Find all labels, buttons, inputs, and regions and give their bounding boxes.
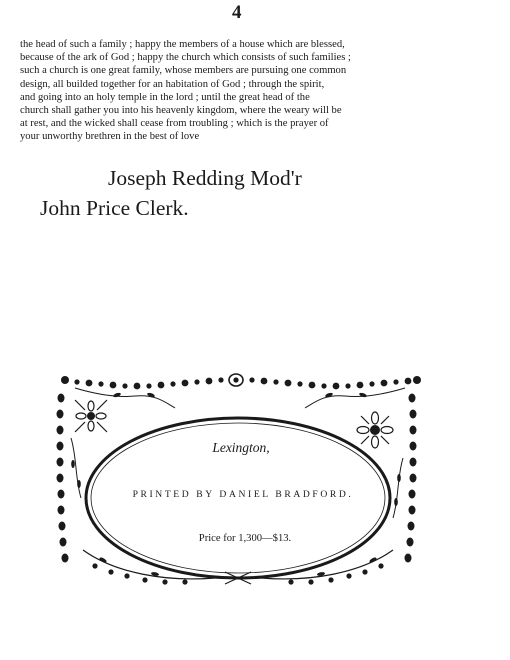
imprint-printer: PRINTED BY DANIEL BRADFORD. — [132, 489, 354, 500]
decorative-border-ornament — [55, 368, 425, 588]
page-number: 4 — [232, 2, 242, 23]
moderator-signature: Joseph Redding Mod'r — [108, 166, 302, 190]
imprint-price: Price for 1,300—$13. — [198, 533, 292, 544]
body-line: such a church is one great family, whose members are pursuing one common — [20, 65, 347, 77]
imprint-place: Lexington, — [212, 440, 270, 455]
body-line: at rest, and the wicked shall cease from troubling ; which is the prayer of — [20, 118, 329, 130]
bead-chain-top — [61, 376, 421, 389]
berry-ornaments — [92, 556, 383, 584]
body-line: church shall gather you into his heavenly kingdom, where the weary will be — [20, 105, 342, 117]
body-line: your unworthy brethren in the best of love — [20, 131, 200, 143]
body-line: because of the ark of God ; happy the church which consists of such families ; — [20, 52, 351, 64]
bead-column-left — [57, 394, 69, 563]
body-paragraph — [20, 38, 458, 144]
body-line: and going into an holy temple in the lord ; until the great head of the — [20, 91, 310, 103]
flower-icon-left — [75, 400, 107, 432]
clerk-signature: John Price Clerk. — [40, 196, 189, 220]
bead-column-right — [405, 394, 417, 563]
flower-icon-right — [357, 412, 393, 448]
body-line: design, all builded together for an habitation of God ; through the spirit, — [20, 78, 325, 90]
body-line: the head of such a family ; happy the members of a house which are blessed, — [20, 39, 345, 50]
center-medallion — [229, 374, 243, 386]
